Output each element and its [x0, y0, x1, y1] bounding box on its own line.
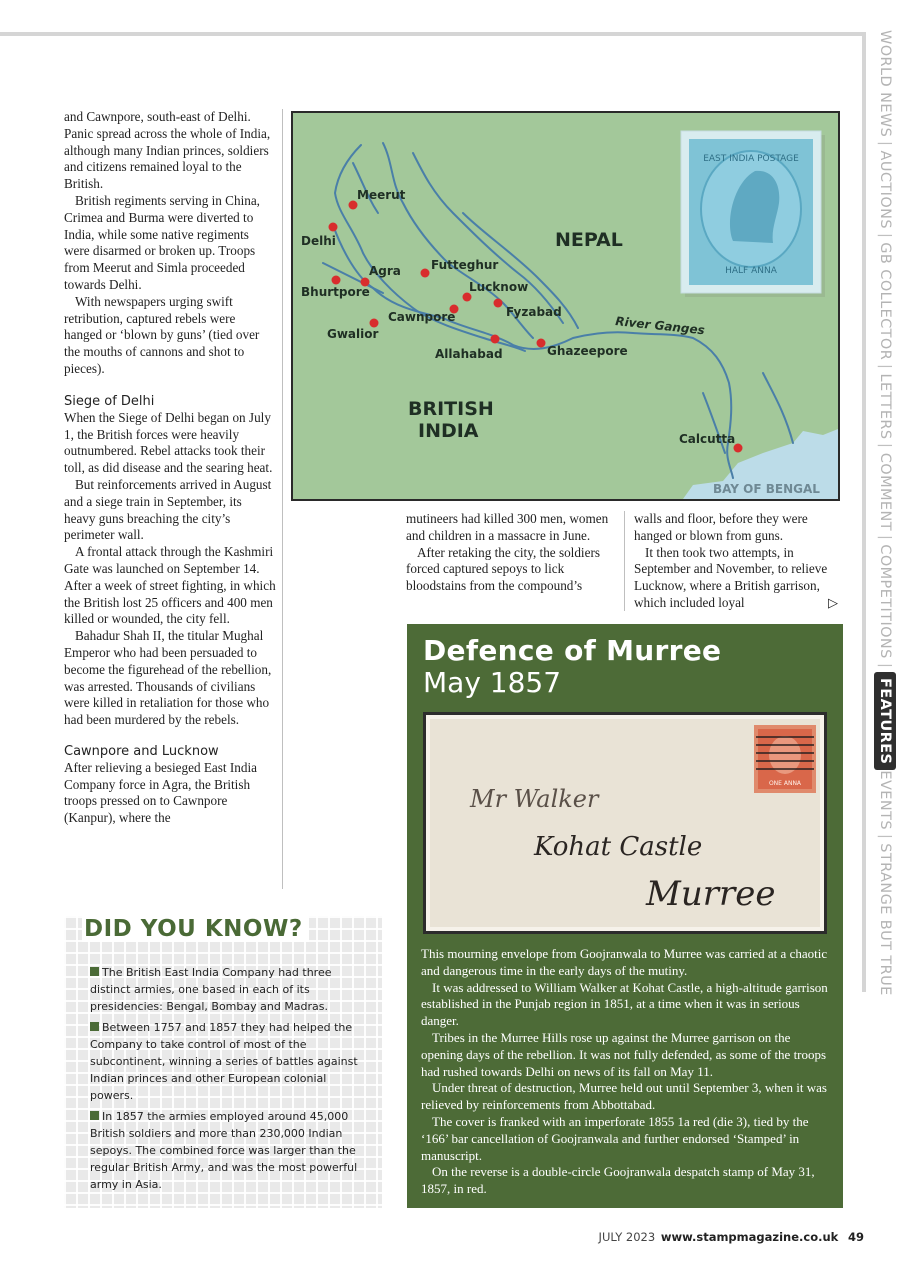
stamp-bottom-text: HALF ANNA	[725, 266, 777, 276]
nav-separator: |	[877, 141, 893, 147]
stamp-label: ONE ANNA	[768, 780, 802, 787]
section-nav	[870, 30, 900, 996]
city-dot-ghazeepore	[537, 339, 546, 348]
bullet-square-icon	[90, 1022, 99, 1031]
city-label-delhi: Delhi	[301, 234, 336, 248]
murree-title: Defence of Murree	[423, 634, 722, 667]
murree-panel	[407, 624, 843, 1208]
paragraph: Tribes in the Murree Hills rose up against the Murree garrison on the opening days of the rebellion. It was not fully defended, as some of the troops had rushed towards Delhi on news of its fall on May 11.	[421, 1029, 827, 1079]
address-line-1: Mr Walker	[470, 785, 599, 813]
stamp-top-text: EAST INDIA POSTAGE	[703, 154, 799, 164]
nav-letters[interactable]: LETTERS	[877, 373, 893, 440]
mutiny-map	[291, 111, 840, 501]
bay-of-bengal-label: BAY OF BENGAL	[713, 482, 820, 496]
sidebar-rule	[862, 32, 866, 992]
murree-subtitle: May 1857	[423, 666, 562, 699]
city-label-gwalior: Gwalior	[327, 327, 379, 341]
paragraph: Under threat of destruction, Murree held out until September 3, when it was relieved by reinforcements from Abbottabad.	[421, 1080, 827, 1113]
address-line-3: Murree	[646, 874, 776, 914]
paragraph: A frontal attack through the Kashmiri Gate was launched on September 14. After a week of street fighting, in which the British lost 25 officers and 400 men killed or wounded, the city fell.	[64, 544, 276, 627]
bullet-square-icon	[90, 967, 99, 976]
city-label-cawnpore: Cawnpore	[388, 310, 456, 324]
city-label-calcutta: Calcutta	[679, 432, 736, 446]
fact-text: Between 1757 and 1857 they had helped the Company to take control of most of the subcontinent, winning a series of battles against Indian princes and other European colonial powers.	[90, 1021, 358, 1102]
nav-separator: |	[877, 662, 893, 669]
nav-separator: |	[877, 364, 893, 370]
bullet-square-icon	[90, 1111, 99, 1120]
paragraph: But reinforcements arrived in August and a siege train in September, its heavy guns breaching the city’s perimeter wall.	[64, 476, 272, 543]
city-label-meerut: Meerut	[357, 188, 406, 202]
paragraph: When the Siege of Delhi began on July 1, the British forces were heavily outnumbered. Rebel attacks took their toll, as did disease and the searing heat.	[64, 409, 273, 476]
did-you-know-box	[64, 916, 382, 1208]
column-rule	[282, 109, 283, 889]
half-anna-stamp	[681, 131, 825, 297]
paragraph: It then took two attempts, in September and November, to relieve Lucknow, where a British garrison, which included loyal	[634, 544, 828, 610]
nav-world-news[interactable]: WORLD NEWS	[877, 30, 893, 138]
article-column-2	[406, 511, 616, 595]
paragraph: On the reverse is a double-circle Goojranwala despatch stamp of May 31, 1857, in red.	[421, 1164, 815, 1197]
city-label-lucknow: Lucknow	[469, 280, 529, 294]
heading-cawnpore-lucknow: Cawnpore and Lucknow	[64, 743, 219, 759]
city-label-agra: Agra	[369, 264, 401, 278]
nav-competitions[interactable]: COMPETITIONS	[877, 544, 893, 659]
fact-item	[90, 1019, 362, 1104]
nav-separator: |	[877, 535, 893, 541]
nav-separator: |	[877, 443, 893, 449]
paragraph: The cover is franked with an imperforate 1855 1a red (die 3), tied by the ‘166’ bar cancellation of Goojranwala and further endorsed ‘Stamped’ in manuscript.	[421, 1113, 809, 1163]
city-dot-fyzabad	[494, 299, 503, 308]
issue-date: JULY 2023	[598, 1230, 656, 1244]
envelope-photo	[423, 712, 827, 934]
paragraph: It was addressed to William Walker at Kohat Castle, a high-altitude garrison established in the Punjab region in 1851, at a time when it was in serious danger.	[421, 979, 828, 1029]
river-tributary	[413, 153, 563, 323]
fact-item	[90, 964, 362, 1015]
nav-features[interactable]: FEATURES	[874, 672, 896, 770]
nav-separator: |	[877, 233, 893, 239]
city-dot-delhi	[329, 223, 338, 232]
river-tributary	[763, 373, 793, 443]
did-you-know-title: DID YOU KNOW?	[82, 916, 309, 942]
fact-text: The British East India Company had three distinct armies, one based in each of its presidencies: Bengal, Bombay and Madras.	[90, 966, 332, 1013]
fact-text: In 1857 the armies employed around 45,000 British soldiers and more than 230,000 Indian sepoys. The combined force was larger than the regular British Army, and was the most powerful army in Asia.	[90, 1110, 358, 1191]
city-dot-allahabad	[491, 335, 500, 344]
nav-strange-but-true[interactable]: STRANGE BUT TRUE	[877, 843, 893, 996]
website-link[interactable]: www.stampmagazine.co.uk	[660, 1230, 839, 1244]
paragraph: This mourning envelope from Goojranwala to Murree was carried at a chaotic and dangerous time in the early days of the mutiny.	[421, 946, 828, 978]
address-line-2: Kohat Castle	[534, 832, 703, 862]
article-column-1	[64, 109, 276, 827]
fact-item	[90, 1108, 362, 1193]
column-rule	[624, 511, 625, 611]
top-rule	[0, 32, 866, 36]
city-label-fyzabad: Fyzabad	[506, 305, 562, 319]
paragraph: After relieving a besieged East India Company force in Agra, the British troops pressed on to Cawnpore (Kanpur), where the	[64, 759, 257, 826]
paragraph: Bahadur Shah II, the titular Mughal Emperor who had been persuaded to become the figurehead of the rebellion, was arrested. Thousands of civilians were killed in retaliation for those who had been murdered by the rebels.	[64, 628, 272, 728]
paragraph: British regiments serving in China, Crimea and Burma were diverted to India, while some native regiments were disarmed or broken up. Troops from Meerut and Simla proceeded towards Delhi.	[64, 192, 260, 292]
paragraph: mutineers had killed 300 men, women and children in a massacre in June.	[406, 511, 609, 543]
paragraph: After retaking the city, the soldiers forced captured sepoys to lick bloodstains from the compound’s	[406, 544, 600, 594]
paragraph: With newspapers urging swift retribution, captured rebels were hanged or ‘blown by guns’ (tied over the mouths of cannons and shot to pieces).	[64, 293, 260, 376]
page-number: 49	[847, 1230, 864, 1244]
nav-comment[interactable]: COMMENT	[877, 452, 893, 531]
paragraph: and Cawnpore, south-east of Delhi. Panic spread across the whole of India, although many Indian princes, soldiers and citizens remained loyal to the British.	[64, 109, 271, 192]
page-footer	[599, 1230, 864, 1244]
city-dot-futteghur	[421, 269, 430, 278]
river-ganges-label: River Ganges	[614, 314, 706, 338]
nav-auctions[interactable]: AUCTIONS	[877, 150, 893, 229]
murree-body	[421, 946, 831, 1198]
city-label-bhurtpore: Bhurtpore	[301, 285, 370, 299]
city-label-ghazeepore: Ghazeepore	[547, 344, 628, 358]
paragraph: walls and floor, before they were hanged or blown from guns.	[634, 511, 808, 543]
city-dot-bhurtpore	[332, 276, 341, 285]
region-india: INDIA	[418, 420, 479, 442]
nav-separator: |	[877, 833, 893, 840]
article-column-3	[634, 511, 834, 612]
river-ganges	[333, 225, 736, 478]
red-stamp	[754, 725, 816, 793]
region-british: BRITISH	[408, 398, 494, 420]
city-label-futteghur: Futteghur	[431, 258, 499, 272]
continue-arrow-icon: ▷	[828, 596, 838, 611]
heading-siege-of-delhi: Siege of Delhi	[64, 393, 155, 409]
region-nepal: NEPAL	[555, 229, 623, 251]
city-label-allahabad: Allahabad	[435, 347, 503, 361]
nav-events[interactable]: EVENTS	[877, 770, 893, 830]
nav-gb-collector[interactable]: GB COLLECTOR	[877, 242, 893, 361]
